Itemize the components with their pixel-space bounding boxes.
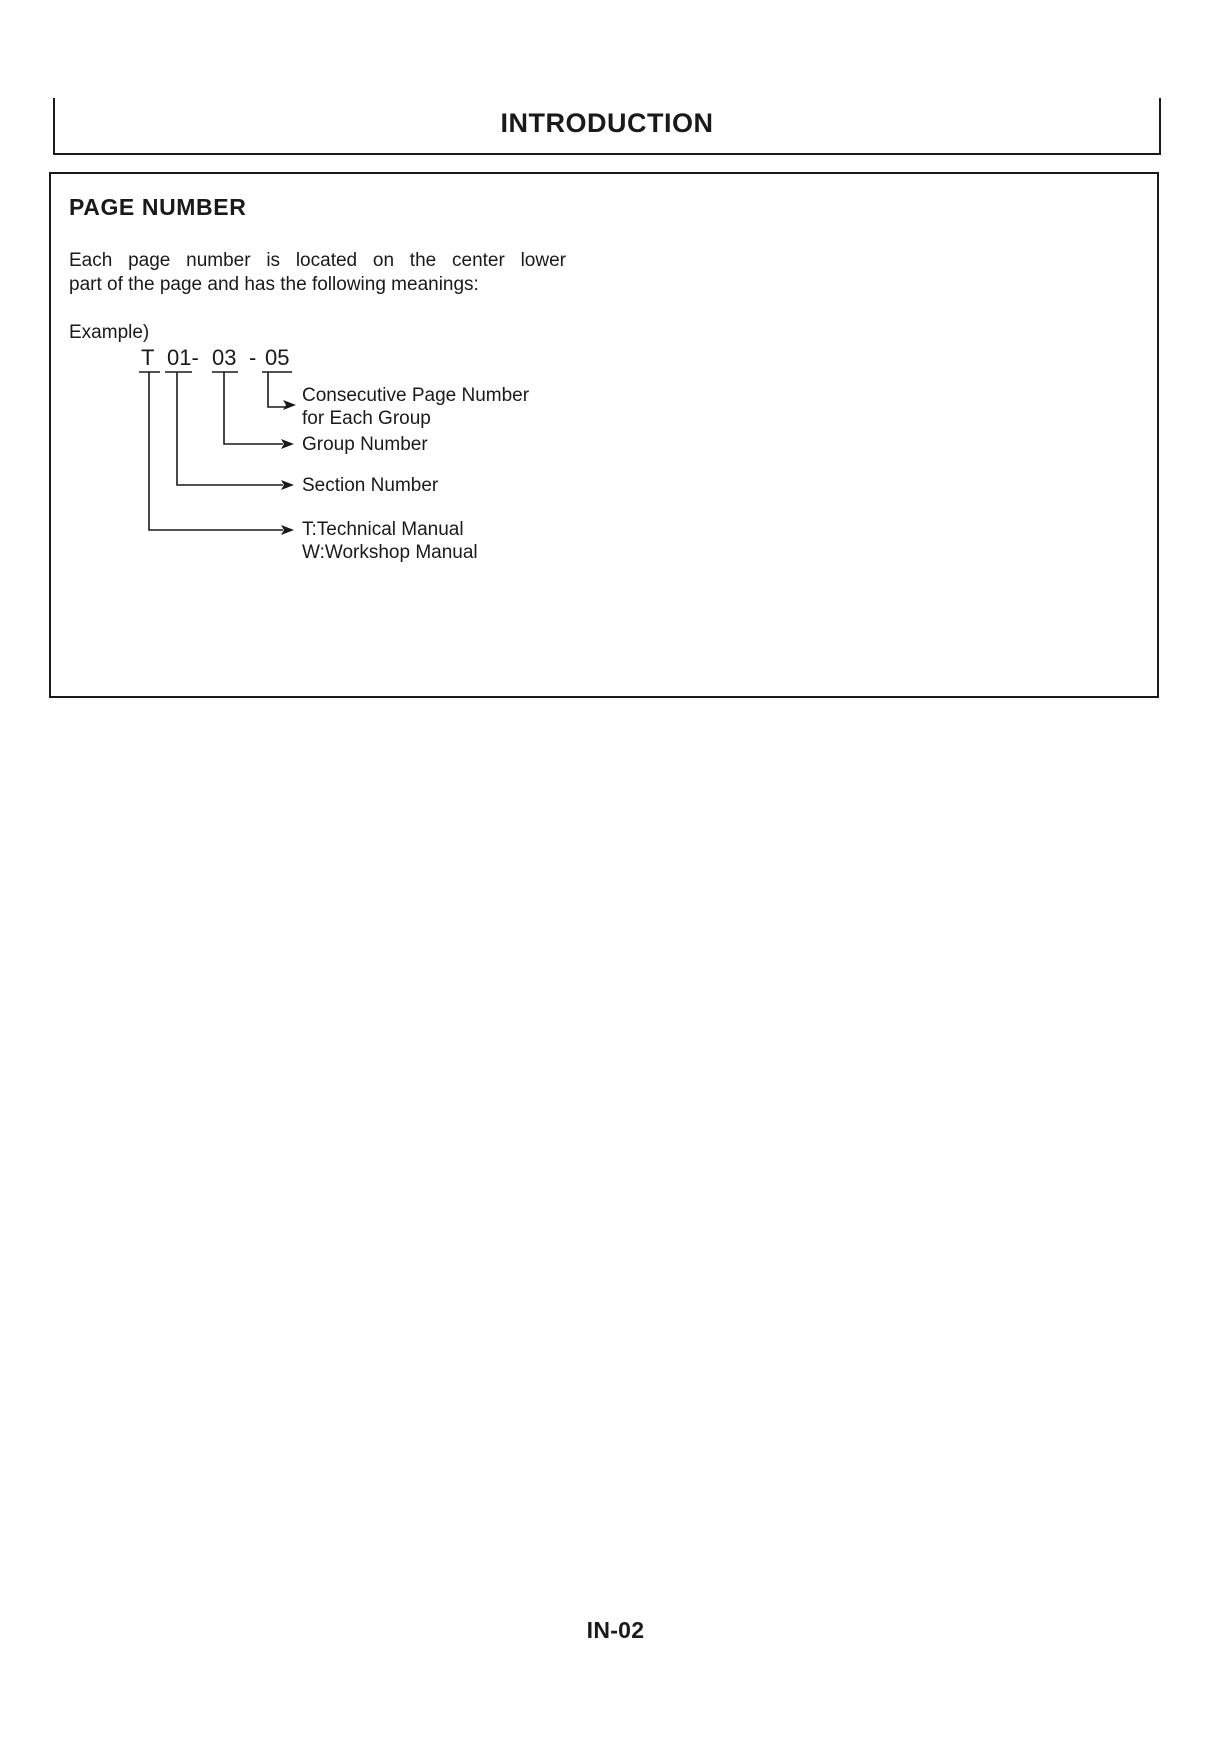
label-consecutive-line-1: Consecutive Page Number	[302, 385, 530, 406]
arrow-page	[283, 400, 296, 410]
connector-manual	[149, 372, 283, 530]
page-title: INTRODUCTION	[500, 108, 714, 138]
label-technical-manual: T:Technical Manual	[302, 519, 464, 540]
paragraph-line-2: part of the page and has the following meanings:	[69, 274, 479, 295]
paragraph-line-1: Each page number is located on the center lower	[69, 250, 566, 271]
label-consecutive-page-number	[302, 384, 529, 430]
section-title: PAGE NUMBER	[69, 194, 247, 220]
label-workshop-manual: W:Workshop Manual	[302, 542, 478, 563]
example-label: Example)	[69, 322, 150, 343]
page-number: IN-02	[586, 1617, 645, 1643]
code-part-dash: -	[249, 345, 257, 370]
label-group-number: Group Number	[302, 434, 428, 455]
code-part-section: 01-	[167, 345, 199, 370]
label-consecutive-line-2: for Each Group	[302, 408, 431, 429]
label-section-number: Section Number	[302, 475, 439, 496]
code-part-t: T	[141, 345, 155, 370]
connector-group	[224, 372, 283, 444]
code-part-group: 03	[212, 345, 237, 370]
label-manual-type	[302, 518, 478, 564]
connector-section	[177, 372, 283, 485]
connector-page	[268, 372, 286, 407]
code-part-page: 05	[265, 345, 290, 370]
